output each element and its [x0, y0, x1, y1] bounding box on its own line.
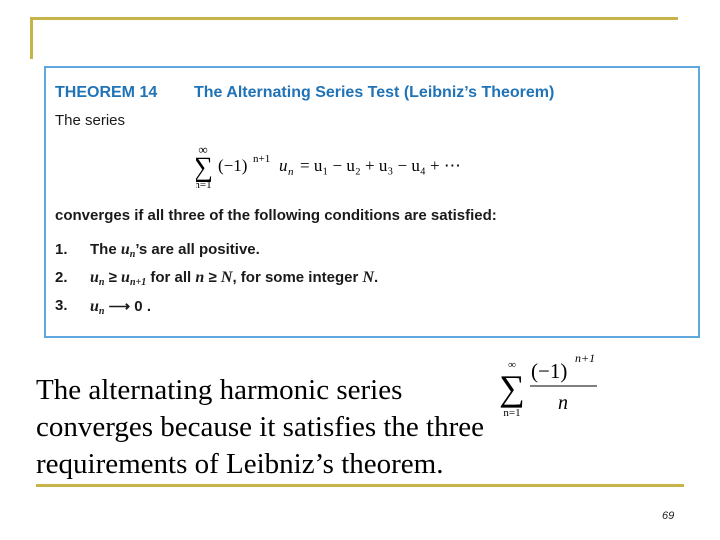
series-u-sub: n	[288, 166, 294, 178]
condition-3-u: u	[90, 298, 99, 315]
harmonic-denominator: n	[558, 392, 568, 414]
explanation-line-3: requirements of Leibniz’s theorem.	[36, 448, 444, 480]
condition-2-geq-2: ≥	[204, 269, 221, 286]
explanation-paragraph	[36, 372, 484, 483]
condition-1-number: 1.	[55, 241, 68, 258]
series-sigma: ∑	[196, 152, 213, 183]
harmonic-sum-bottom: n=1	[503, 407, 521, 419]
condition-2-u: u	[90, 269, 99, 286]
harmonic-numerator: (−1)	[531, 359, 568, 383]
harmonic-exponent: n+1	[575, 351, 596, 365]
condition-3-limit: ⟶ 0 .	[104, 298, 151, 315]
condition-2-for-all: for all	[146, 269, 196, 286]
condition-2-N: N	[220, 269, 233, 286]
series-formula	[196, 142, 536, 192]
theorem-intro: The series	[55, 112, 126, 129]
condition-2-period: .	[374, 269, 379, 286]
series-u: u	[279, 156, 288, 175]
condition-1-u-sub: n	[129, 249, 136, 260]
condition-1-text-a: The	[90, 241, 121, 258]
frame-bottom-rule	[36, 484, 684, 487]
frame-left-rule	[30, 17, 33, 59]
series-sum-bottom: n=1	[196, 179, 212, 191]
series-exponent: n+1	[253, 153, 271, 165]
condition-2-u-sub: n	[98, 277, 105, 288]
condition-2-some-integer: , for some integer	[232, 269, 363, 286]
harmonic-sum-top: ∞	[508, 359, 516, 371]
harmonic-sigma: ∑	[499, 368, 525, 408]
series-sum-top: ∞	[198, 142, 208, 157]
condition-line: converges if all three of the following conditions are satisfied:	[55, 207, 497, 224]
condition-1-u: u	[120, 241, 130, 258]
condition-2-u2-sub: n+1	[129, 277, 147, 288]
frame-top-rule	[30, 17, 678, 20]
condition-2-u2: u	[121, 269, 130, 286]
harmonic-series-formula	[497, 346, 607, 422]
condition-1-text-b: ’s are all positive.	[135, 241, 260, 258]
condition-3-u-sub: n	[98, 306, 105, 317]
explanation-line-2: converges because it satisfies the three	[36, 411, 484, 443]
condition-2-n: n	[195, 269, 205, 286]
condition-3-number: 3.	[55, 297, 68, 314]
theorem-title: The Alternating Series Test (Leibniz’s Theorem)	[194, 84, 555, 101]
condition-2-N2: N	[362, 269, 375, 286]
theorem-label: THEOREM 14	[55, 84, 158, 101]
explanation-line-1: The alternating harmonic series	[36, 374, 403, 406]
condition-2-geq-1: ≥	[104, 269, 122, 286]
condition-2-number: 2.	[55, 269, 68, 286]
series-rhs: = u₁ − u₂ + u₃ − u₄ + ⋯	[300, 156, 461, 175]
series-term: (−1)	[218, 156, 248, 175]
page-number: 69	[662, 510, 675, 522]
theorem-box	[44, 66, 700, 338]
